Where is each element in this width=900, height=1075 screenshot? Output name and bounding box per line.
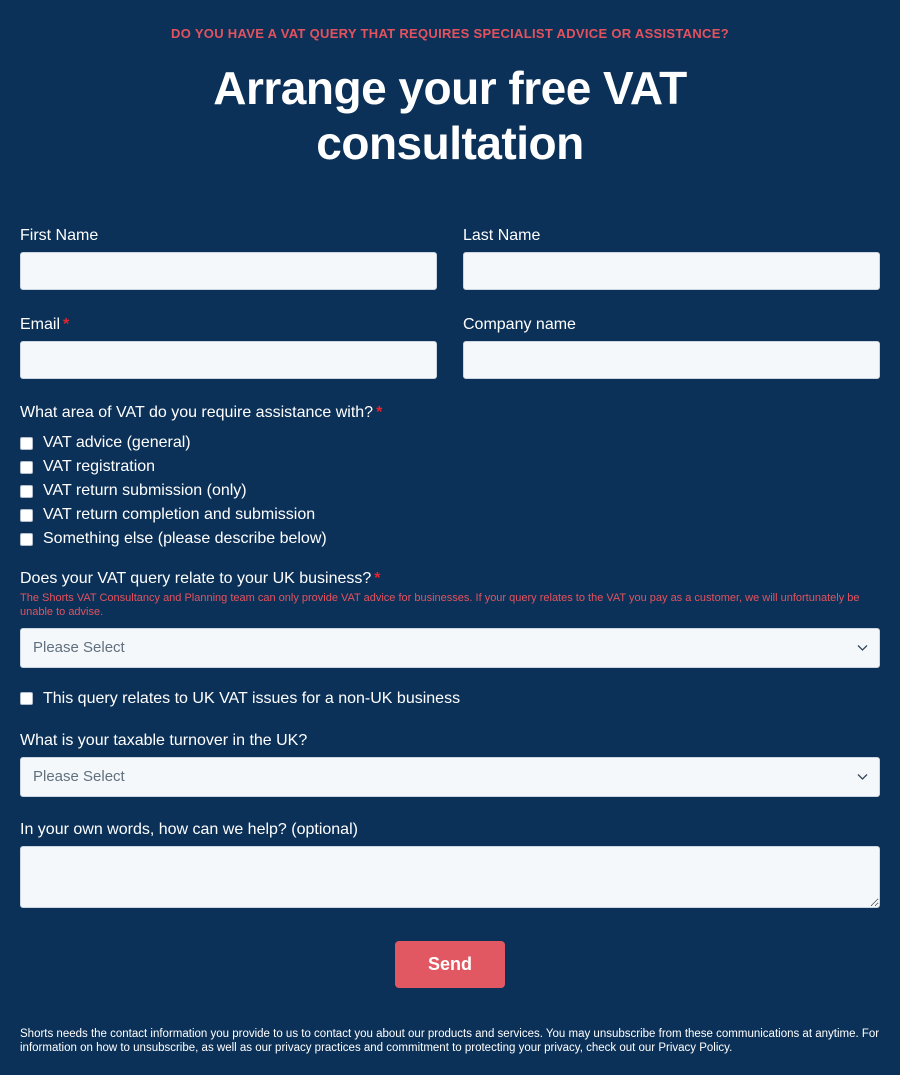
first-name-input[interactable] xyxy=(20,252,437,290)
email-field xyxy=(20,316,437,379)
uk-business-question-text: Does your VAT query relate to your UK business? xyxy=(20,570,372,588)
uk-business-select-wrap xyxy=(20,628,880,668)
page-title: Arrange your free VAT consultation xyxy=(213,62,687,170)
email-label-text: Email xyxy=(20,316,61,334)
non-uk-business-group xyxy=(20,690,880,708)
vat-area-group xyxy=(20,404,880,548)
vat-return-submission-checkbox[interactable] xyxy=(20,485,33,498)
checkbox-row-vat-return-completion[interactable] xyxy=(20,506,880,524)
turnover-select-wrap xyxy=(20,757,880,797)
footer-text: Shorts needs the contact information you provide to us to contact you about our products and services. You may unsubscribe from these communications at anytime. For information on how to unsubscribe, as well as our privacy practices and commitment to protecting your privacy, check out our xyxy=(20,1027,880,1054)
message-group xyxy=(20,821,880,913)
vat-area-question-label xyxy=(20,404,880,422)
footer-suffix: . xyxy=(729,1041,733,1054)
checkbox-row-vat-registration[interactable] xyxy=(20,458,880,476)
vat-area-question-text: What area of VAT do you require assistance with? xyxy=(20,404,374,422)
uk-business-select[interactable] xyxy=(20,628,880,668)
uk-business-group xyxy=(20,570,880,667)
last-name-label: Last Name xyxy=(463,227,541,245)
checkbox-label: VAT registration xyxy=(43,458,156,476)
privacy-policy-link[interactable]: Privacy Policy xyxy=(658,1041,730,1054)
checkbox-label: VAT return completion and submission xyxy=(43,506,316,524)
message-label: In your own words, how can we help? (optional) xyxy=(20,820,358,838)
submit-row xyxy=(20,941,880,988)
checkbox-label: VAT return submission (only) xyxy=(43,482,247,500)
non-uk-business-checkbox[interactable] xyxy=(20,692,33,705)
company-name-input[interactable] xyxy=(463,341,880,379)
uk-business-question-label xyxy=(20,570,880,588)
email-input[interactable] xyxy=(20,341,437,379)
turnover-select[interactable] xyxy=(20,757,880,797)
last-name-input[interactable] xyxy=(463,252,880,290)
checkbox-row-vat-return-submission[interactable] xyxy=(20,482,880,500)
required-asterisk: * xyxy=(374,570,381,588)
name-email-grid xyxy=(20,227,880,379)
send-button[interactable]: Send xyxy=(395,941,505,988)
checkbox-label: VAT advice (general) xyxy=(43,434,191,452)
required-asterisk: * xyxy=(63,316,70,334)
checkbox-row-something-else[interactable] xyxy=(20,530,880,548)
first-name-field xyxy=(20,227,437,290)
message-textarea[interactable] xyxy=(20,846,880,908)
footer-disclaimer xyxy=(20,1028,880,1056)
email-label xyxy=(20,316,437,334)
checkbox-row-non-uk-business[interactable] xyxy=(20,690,880,708)
required-asterisk: * xyxy=(376,404,383,422)
vat-registration-checkbox[interactable] xyxy=(20,461,33,474)
turnover-group xyxy=(20,732,880,797)
checkbox-label: This query relates to UK VAT issues for a non-UK business xyxy=(43,689,461,707)
company-name-label: Company name xyxy=(463,316,576,334)
checkbox-label: Something else (please describe below) xyxy=(43,530,327,548)
checkbox-row-vat-advice[interactable] xyxy=(20,434,880,452)
turnover-label: What is your taxable turnover in the UK? xyxy=(20,731,308,749)
something-else-checkbox[interactable] xyxy=(20,533,33,546)
uk-business-help-text: The Shorts VAT Consultancy and Planning team can only provide VAT advice for businesses. If your query relates to the VAT you pay as a customer, we will unfortunately be unable to advise. xyxy=(20,592,860,618)
vat-advice-checkbox[interactable] xyxy=(20,437,33,450)
last-name-field xyxy=(463,227,880,290)
vat-return-completion-checkbox[interactable] xyxy=(20,509,33,522)
vat-consultation-form xyxy=(20,227,880,987)
first-name-label: First Name xyxy=(20,227,99,245)
company-name-field xyxy=(463,316,880,379)
tagline: DO YOU HAVE A VAT QUERY THAT REQUIRES SPECIALIST ADVICE OR ASSISTANCE? xyxy=(171,26,729,41)
